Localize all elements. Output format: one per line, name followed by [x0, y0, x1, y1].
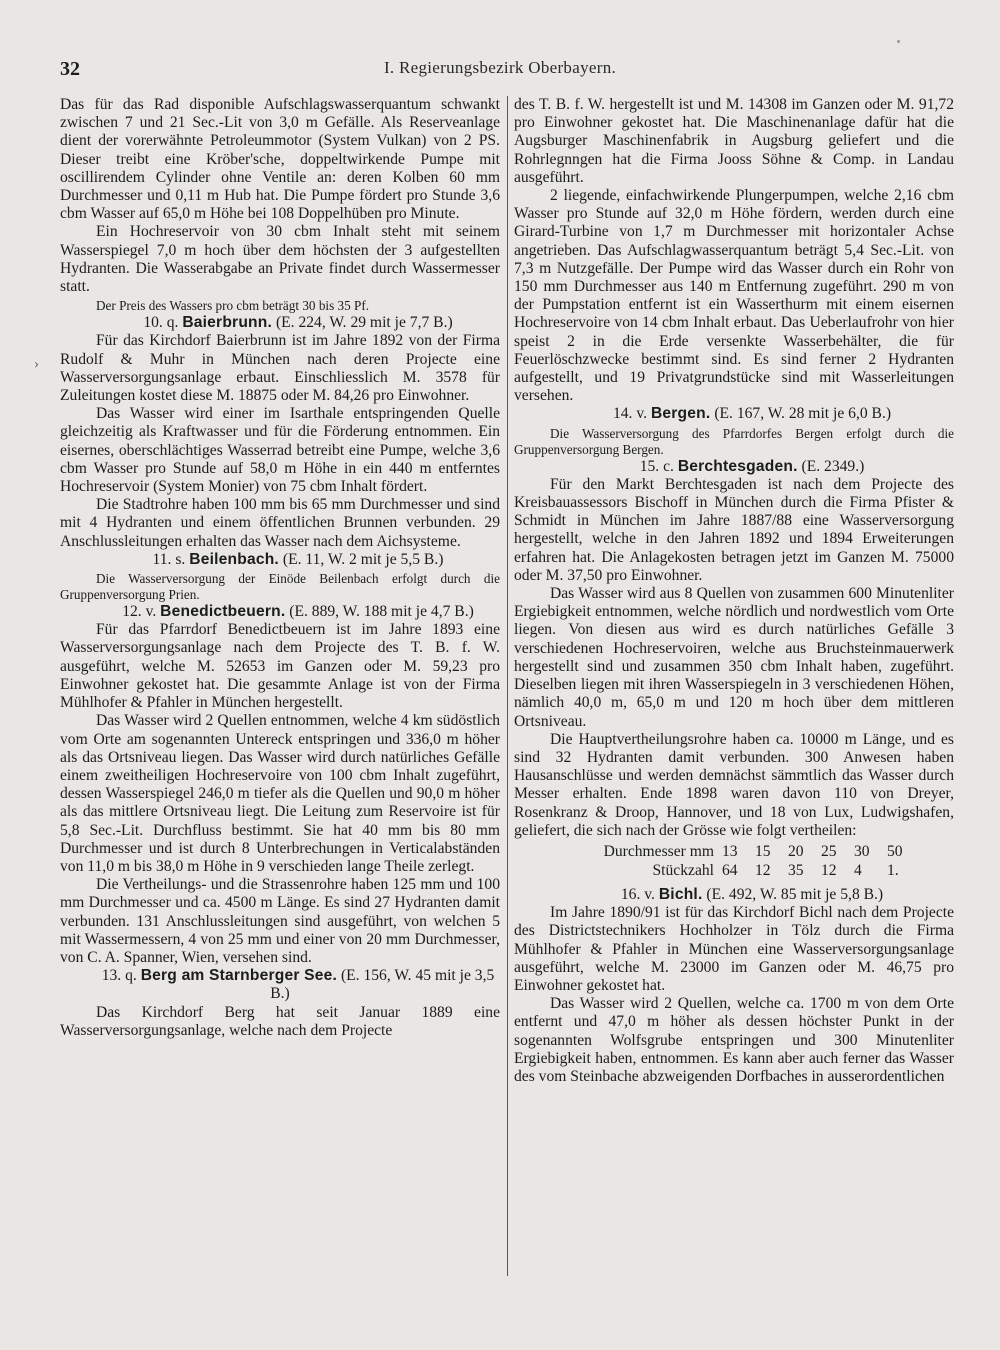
paragraph: Ein Hochreservoir von 30 cbm Inhalt steht mit seinem Wasserspiegel 7,0 m hoch über dem höchsten der 3 aufgestellten Hydranten. Die Wasserabgabe an Private findet durch Wassermesser statt.	[60, 223, 500, 296]
section-heading-13	[60, 967, 500, 1003]
left-column	[60, 96, 500, 1040]
paragraph: Im Jahre 1890/91 ist für das Kirchdorf Bichl nach dem Projecte des Districtstechnikers Hochholzer in Tölz durch die Firma Mühlhofer & Pfahler in München eine Wasserversorgungsanlage ausgeführt, welche M. 23000 im Ganzen oder M. 46,75 pro Einwohner gekostet hat.	[514, 904, 954, 994]
section-number: 15. c.	[639, 457, 674, 475]
row-label: Stückzahl	[652, 861, 714, 879]
paragraph: Das Wasser wird 2 Quellen, welche ca. 1700 m von dem Orte entfernt und 47,0 m höher als dessen höchster Punkt in der sogenannten Wolfsgrube entspringen und 300 Minutenliter Ergiebigkeit haben, entnommen. Es kann aber auch ferner das Wasser des vom Steinbache abzweigenden Dorfbaches in ausserordentlichen	[514, 995, 954, 1085]
section-info: (E. 156, W. 45 mit je 3,5 B.)	[270, 967, 495, 1003]
table-cell: 1.	[887, 861, 899, 879]
section-number: 11. s.	[152, 550, 186, 568]
section-name: Bergen.	[650, 405, 711, 423]
section-number: 13. q.	[101, 967, 137, 985]
section-heading-10	[60, 314, 500, 332]
paragraph: Das Wasser wird 2 Quellen entnommen, welche 4 km südöstlich vom Orte am sogenannten Untereck entspringen und 336,0 m höher als das Ortsniveau liegen. Das Wasser wird durch natürliches Gefälle einem zweitheiligen Hochreservoire von 100 cbm Inhalt zugeführt, dessen Wasserspiegel 246,0 m tiefer als die Quellen und 90,0 m höher als das mittlere Ortsniveau liegt. Die Leitung zum Reservoire ist für 5,8 Sec.-Lit. Durchfluss bestimmt. Sie hat 40 mm bis 80 mm Durchmesser und ist durch 8 Unterbrechungen in Verticalabständen von 11,0 m bis 38,0 m Höhe in 9 verschieden lange Theile zerlegt.	[60, 712, 500, 875]
meter-size-table	[514, 842, 954, 880]
paragraph: Die Hauptvertheilungsrohre haben ca. 10000 m Länge, und es sind 32 Hydranten damit verbunden. 300 Anwesen haben Hausanschlüsse und werden demnächst sämmtlich das Wasser durch Messer erhalten. Ende 1898 waren davon 110 von Dreyer, Rosenkranz & Droop, Hannover, und 18 von Lux, Ludwigshafen, geliefert, die sich nach der Grösse wie folgt vertheilen:	[514, 730, 954, 839]
table-cell: 13	[722, 842, 738, 860]
table-cell: 64	[722, 861, 738, 879]
running-title: I. Regierungsbezirk Oberbayern.	[383, 58, 617, 77]
column-divider	[507, 96, 508, 1276]
section-number: 10. q.	[143, 314, 179, 332]
section-name: Berg am Starnberger See.	[140, 967, 338, 985]
table-cell: 25	[821, 842, 837, 860]
paragraph: Das Wasser wird einer im Isarthale entspringenden Quelle gleichzeitig als Kraftwasser und für die Förderung entnommen. Ein eisernes, oberschlächtiges Wasserrad betreibt eine Pumpe, welche 3,6 cbm Wasser pro Stunde auf 58,0 m Höhe in ein 440 m entferntes Hochreservoir (System Monier) von 75 cbm Inhalt fördert.	[60, 405, 500, 496]
margin-mark: ›	[34, 356, 39, 372]
table-cell: 4	[854, 861, 862, 879]
small-note: Die Wasserversorgung des Pfarrdorfes Bergen erfolgt durch die Gruppenversorgung Bergen.	[514, 425, 954, 457]
page-header	[60, 58, 940, 86]
table-cell: 20	[788, 842, 804, 860]
small-note: Der Preis des Wassers pro cbm beträgt 30 bis 35 Pf.	[96, 298, 370, 314]
page-number: 32	[60, 58, 80, 80]
section-heading-14	[514, 405, 954, 423]
section-info: (E. 492, W. 85 mit je 5,8 B.)	[706, 885, 884, 903]
paragraph: des T. B. f. W. hergestellt ist und M. 14308 im Ganzen oder M. 91,72 pro Einwohner gekostet hat. Die Maschinenanlage dafür hat die Augsburger Maschinenfabrik in Augsburg geliefert und die Rohrlegnngen hat die Firma Jooss Söhne & Comp. in Landau ausgeführt.	[514, 96, 954, 186]
section-name: Beilenbach.	[189, 550, 279, 568]
section-name: Berchtesgaden.	[677, 457, 798, 475]
ink-speck	[897, 40, 900, 43]
table-cell: 30	[854, 842, 870, 860]
section-name: Bichl.	[658, 885, 703, 903]
small-note: Die Wasserversorgung der Einöde Beilenbach erfolgt durch die Gruppenversorgung Prien.	[60, 571, 500, 603]
paragraph: 2 liegende, einfachwirkende Plungerpumpen, welche 2,16 cbm Wasser pro Stunde auf 32,0 m Höhe fördern, werden durch eine Girard-Turbine von 1,7 m Durchmesser mit horizontaler Achse angetrieben. Das Aufschlagwasserquantum beträgt 5,4 Sec.-Lit. von 7,3 m Nutzgefälle. Der Pumpe wird das Wasser durch ein Rohr von 150 mm Durchmesser aus 140 m Entfernung zugeführt. 290 m von der Pumpstation entfernt ist ein Wasserthurm mit einem eisernen Hochreservoire von 14 cbm Inhalt erbaut. Das Ueberlaufrohr von hier speist 2 in die Erde versenkte Wasserbehälter, die für Feuerlöschzwecke bestimmt sind. Es sind ferner 2 Hydranten aufgestellt, und 19 Privatgrundstücke sind mit Wasserleitungen versehen.	[514, 187, 954, 405]
paragraph: Das Wasser wird aus 8 Quellen von zusammen 600 Minutenliter Ergiebigkeit entnommen, welche nördlich und nordwestlich vom Orte liegen. Von diesen aus wird es durch natürliches Gefälle 3 verschiedenen Hochreservoiren, welche aus Bruchsteinmauerwerk hergestellt sind und zusammen 350 cbm Inhalt haben, zugeführt. Dieselben liegen mit ihren Wasserspiegeln in 3 verschiedenen Höhen, nämlich 40,0 m, 65,0 m und 120 m hoch über dem mittleren Ortsniveau.	[514, 585, 954, 730]
table-cell: 15	[755, 842, 771, 860]
section-number: 12. v.	[122, 603, 157, 621]
section-info: (E. 2349.)	[801, 457, 865, 475]
paragraph: Das für das Rad disponible Aufschlagswasserquantum schwankt zwischen 7 und 21 Sec.-Lit von 3,0 m Gefälle. Als Reserveanlage dient der vorerwähnte Petroleummotor (System Vulkan) von 2 PS. Dieser treibt eine Kröber'sche, doppeltwirkende Pumpe mit oscillirendem Cylinder ohne Ventile an: deren Kolben 60 mm Durchmesser und 0,11 m Hub hat. Die Pumpe fördert pro Stunde 3,6 cbm Wasser auf 65,0 m Höhe bei 108 Doppelhüben pro Minute.	[60, 96, 500, 223]
section-name: Benedictbeuern.	[160, 603, 286, 621]
paragraph: Die Stadtrohre haben 100 mm bis 65 mm Durchmesser und sind mit 4 Hydranten und einem öffentlichen Brunnen verbunden. 29 Anschlussleitungen erhalten das Wasser nach dem Aichsysteme.	[60, 496, 500, 550]
paragraph: Die Vertheilungs- und die Strassenrohre haben 125 mm und 100 mm Durchmesser und ca. 4500 m Länge. Es sind 27 Hydranten damit verbunden. 131 Anschlussleitungen sind ausgeführt, von welchen 5 mit Wassermessern, 4 von 25 mm und einer von 20 mm Durchmesser, von C. A. Spanner, Wien, versehen sind.	[60, 876, 500, 966]
section-info: (E. 889, W. 188 mit je 4,7 B.)	[289, 603, 474, 621]
paragraph: Für das Kirchdorf Baierbrunn ist im Jahre 1892 von der Firma Rudolf & Muhr in München nach deren Projecte eine Wasserversorgungsanlage erbaut. Einschliesslich M. 3578 für Zuleitungen kostet diese M. 18875 oder M. 84,26 pro Einwohner.	[60, 332, 500, 405]
row-label: Durchmesser mm	[603, 842, 714, 860]
paragraph: Das Kirchdorf Berg hat seit Januar 1889 eine Wasserversorgungsanlage, welche nach dem Projecte	[60, 1003, 500, 1039]
table-cell: 50	[887, 842, 903, 860]
section-number: 16. v.	[620, 885, 655, 903]
table-cell: 12	[755, 861, 771, 879]
table-row	[514, 842, 954, 861]
paragraph: Für den Markt Berchtesgaden ist nach dem Projecte des Kreisbauassessors Bischoff in München durch die Firma Pfister & Schmidt in München im Jahre 1887/88 eine Wasserversorgung hergestellt, welche in den Jahren 1892 und 1894 Erweiterungen erfahren hat. Die Anlagekosten betragen jetzt im Ganzen M. 75000 oder M. 37,50 pro Einwohner.	[514, 475, 954, 584]
paragraph: Für das Pfarrdorf Benedictbeuern ist im Jahre 1893 eine Wasserversorgungsanlage nach dem Projecte des T. B. f. W. ausgeführt, welche M. 52653 im Ganzen oder M. 59,23 pro Einwohner gekostet hat. Die gesammte Anlage ist von der Firma Mühlhofer & Pfahler in München hergestellt.	[60, 621, 500, 712]
section-name: Baierbrunn.	[182, 314, 273, 332]
section-heading-12	[60, 603, 500, 621]
table-row	[514, 861, 954, 880]
section-info: (E. 167, W. 28 mit je 6,0 B.)	[714, 405, 892, 423]
section-heading-15	[514, 458, 954, 476]
section-heading-11	[60, 551, 500, 569]
section-number: 14. v.	[612, 405, 648, 423]
section-heading-16	[514, 886, 954, 904]
right-column	[514, 96, 954, 1086]
table-cell: 12	[821, 861, 837, 879]
table-cell: 35	[788, 861, 804, 879]
section-info: (E. 11, W. 2 mit je 5,5 B.)	[282, 550, 444, 568]
section-info: (E. 224, W. 29 mit je 7,7 B.)	[275, 314, 453, 332]
